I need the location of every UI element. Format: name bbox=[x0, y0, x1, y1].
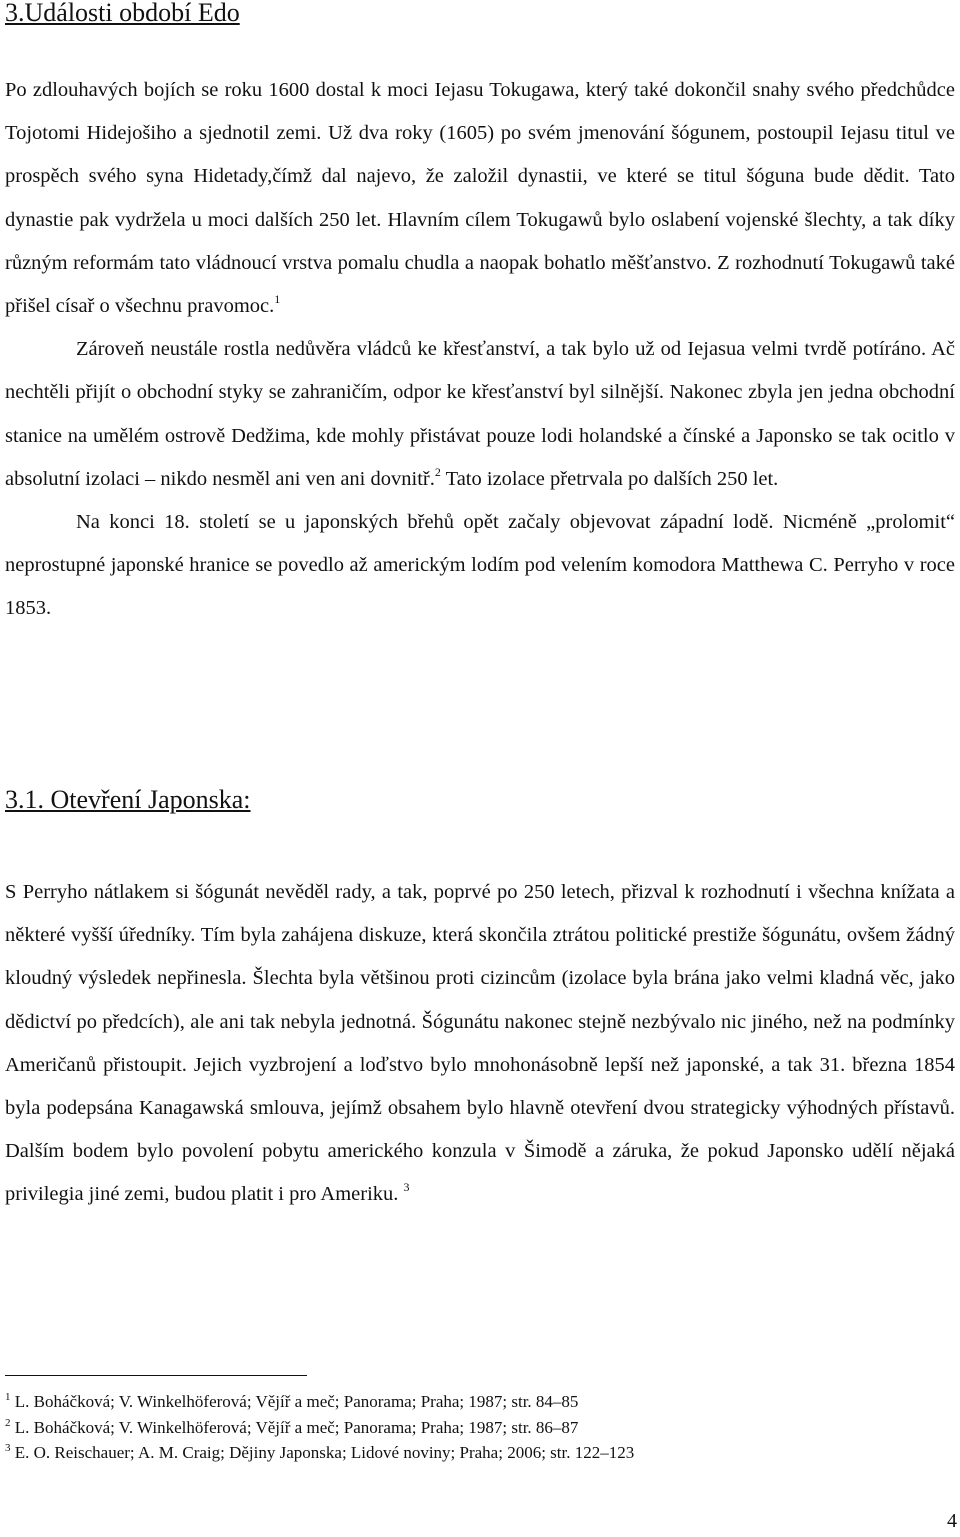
footnote-text: L. Boháčková; V. Winkelhöferová; Vějíř a meč; Panorama; Praha; 1987; str. 86–87 bbox=[14, 1417, 579, 1437]
paragraph-text: Zároveň neustále rostla nedůvěra vládců ke křesťanství, a tak bylo už od Iejasua velmi tvrdě potíráno. Ač nechtěli přijít o obchodní styky se zahraničím, odpor ke křesťanství byl silnější. Nakonec zbyla jen jedna obchodní stanice na umělém ostrově Dedžima, kde mohly přistávat pouze lodi holandské a čínské a Japonsko se tak ocitlo v absolutní izolaci – nikdo nesměl ani ven ani dovnitř. bbox=[5, 338, 955, 490]
page-number: 4 bbox=[947, 1510, 957, 1532]
paragraph-text: S Perryho nátlakem si šógunát nevěděl rady, a tak, poprvé po 250 letech, přizval k rozhodnutí i všechna knížata a některé vyšší úředníky. Tím byla zahájena diskuze, která skončila ztrátou politické prestiže šógunátu, ovšem žádný kloudný výsledek nepřinesla. Šlechta byla většinou proti cizincům (izolace byla brána jako velmi kladná věc, jako dědictví po předcích), ale ani tak nebyla jednotná. Šógunátu nakonec stejně nezbývalo nic jiného, než na podmínky Američanů přistoupit. Jejich vyzbrojení a loďstvo bylo mnohonásobně lepší než japonské, a tak 31. března 1854 byla podepsána Kanagawská smlouva, jejímž obsahem bylo hlavně otevření dvou strategicky výhodných přístavů. Dalším bodem bylo povolení pobytu amerického konzula v Šimodě a záruka, že pokud Japonsko udělí nějaká privilegia jiné zemi, budou platit i pro Ameriku. bbox=[5, 881, 955, 1206]
footnote-ref: 3 bbox=[403, 1180, 410, 1195]
footnote-text: E. O. Reischauer; A. M. Craig; Dějiny Japonska; Lidové noviny; Praha; 2006; str. 122–123 bbox=[14, 1443, 635, 1462]
paragraph-edo-1 bbox=[5, 69, 955, 328]
footnote-divider bbox=[5, 1375, 307, 1376]
opening-text-block bbox=[5, 871, 955, 1217]
footnotes bbox=[5, 1389, 955, 1466]
footnote-ref: 1 bbox=[274, 292, 281, 307]
footnote-number: 2 bbox=[5, 1416, 11, 1429]
paragraph-tail: Tato izolace přetrvala po dalších 250 let. bbox=[445, 467, 779, 490]
footnote-1 bbox=[5, 1389, 955, 1415]
paragraph-text: Po zdlouhavých bojích se roku 1600 dostal k moci Iejasu Tokugawa, který také dokončil snahy svého předchůdce Tojotomi Hidejošiho a sjednotil zemi. Už dva roky (1605) po svém jmenování šógunem, postoupil Iejasu titul ve prospěch svého syna Hidetady,čímž dal najevo, že založil dynastii, ve které se titul šóguna bude dědit. Tato dynastie pak vydržela u moci dalších 250 let. Hlavním cílem Tokugawů bylo oslabení vojenské šlechty, a tak díky různým reformám tato vládnoucí vrstva pomalu chudla a naopak bohatlo měšťanstvo. Z rozhodnutí Tokugawů také přišel císař o všechnu pravomoc. bbox=[5, 79, 955, 318]
footnote-2 bbox=[5, 1415, 955, 1441]
footnote-ref: 2 bbox=[434, 464, 441, 479]
paragraph-text: Na konci 18. století se u japonských břehů opět začaly objevovat západní lodě. Nicméně „prolomit“ neprostupné japonské hranice se povedlo až americkým lodím pod velením komodora Matthewa C. Perryho v roce 1853. bbox=[5, 511, 955, 620]
footnote-number: 1 bbox=[5, 1391, 11, 1403]
section-title: 3.1. Otevření Japonska: bbox=[5, 785, 251, 814]
paragraph-opening-1 bbox=[5, 871, 955, 1217]
footnote-3 bbox=[5, 1440, 955, 1466]
paragraph-edo-3 bbox=[5, 501, 955, 631]
footnote-number: 3 bbox=[5, 1442, 11, 1454]
edo-text-block bbox=[5, 69, 955, 631]
footnote-text: L. Boháčková; V. Winkelhöferová; Vějíř a meč; Panorama; Praha; 1987; str. 84–85 bbox=[14, 1392, 579, 1411]
chapter-title: 3.Události období Edo bbox=[5, 0, 240, 27]
paragraph-edo-2 bbox=[5, 328, 955, 501]
